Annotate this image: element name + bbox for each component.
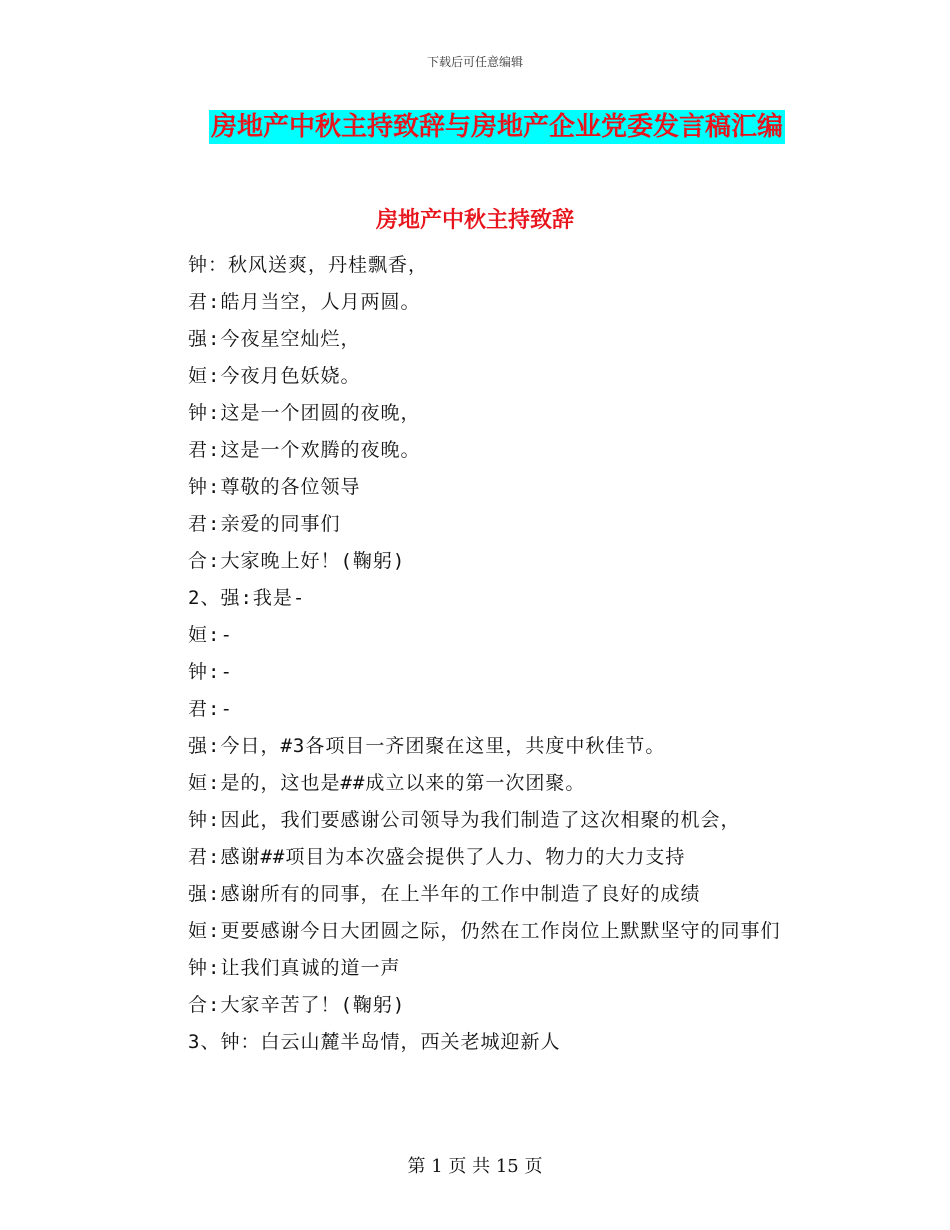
dialogue-line: 君:亲爱的同事们: [188, 513, 341, 535]
dialogue-line: 君:-: [188, 698, 233, 720]
dialogue-line: 钟:因此，我们要感谢公司领导为我们制造了这次相聚的机会，: [188, 809, 741, 831]
dialogue-line: 姮:-: [188, 624, 233, 646]
dialogue-line: 钟:让我们真诚的道一声: [188, 957, 401, 979]
header-note: 下载后可任意编辑: [426, 55, 523, 69]
dialogue-line: 强:感谢所有的同事，在上半年的工作中制造了良好的成绩: [188, 883, 701, 905]
dialogue-line: 钟:这是一个团圆的夜晚，: [188, 402, 421, 424]
dialogue-line: 君:感谢##项目为本次盛会提供了人力、物力的大力支持: [188, 846, 686, 868]
dialogue-line: 钟:尊敬的各位领导: [188, 476, 361, 498]
dialogue-line: 姮:是的，这也是##成立以来的第一次团聚。: [188, 772, 586, 794]
dialogue-line: 合:大家辛苦了！(鞠躬): [188, 994, 406, 1016]
document-title: [0, 110, 950, 144]
page-number: 第 1 页 共 15 页: [407, 1156, 543, 1177]
dialogue-line: 2、强:我是-: [188, 587, 306, 609]
dialogue-line: 钟：秋风送爽，丹桂飘香，: [188, 254, 429, 276]
dialogue-line: 姮:更要感谢今日大团圆之际，仍然在工作岗位上默默坚守的同事们: [188, 920, 781, 942]
dialogue-line: 强:今日，#3各项目一齐团聚在这里，共度中秋佳节。: [188, 735, 666, 757]
dialogue-line: 君:皓月当空，人月两圆。: [188, 291, 421, 313]
section-title: 房地产中秋主持致辞: [375, 208, 574, 233]
document-title-text: 房地产中秋主持致辞与房地产企业党委发言稿汇编: [210, 112, 783, 142]
document-body: [143, 247, 813, 1061]
dialogue-line: 强:今夜星空灿烂，: [188, 328, 361, 350]
dialogue-line: 合:大家晚上好！(鞠躬): [188, 550, 406, 572]
dialogue-line: 3、钟：白云山麓半岛情，西关老城迎新人: [188, 1031, 561, 1053]
dialogue-line: 君:这是一个欢腾的夜晚。: [188, 439, 421, 461]
dialogue-line: 姮:今夜月色妖娆。: [188, 365, 361, 387]
dialogue-line: 钟:-: [188, 661, 233, 683]
